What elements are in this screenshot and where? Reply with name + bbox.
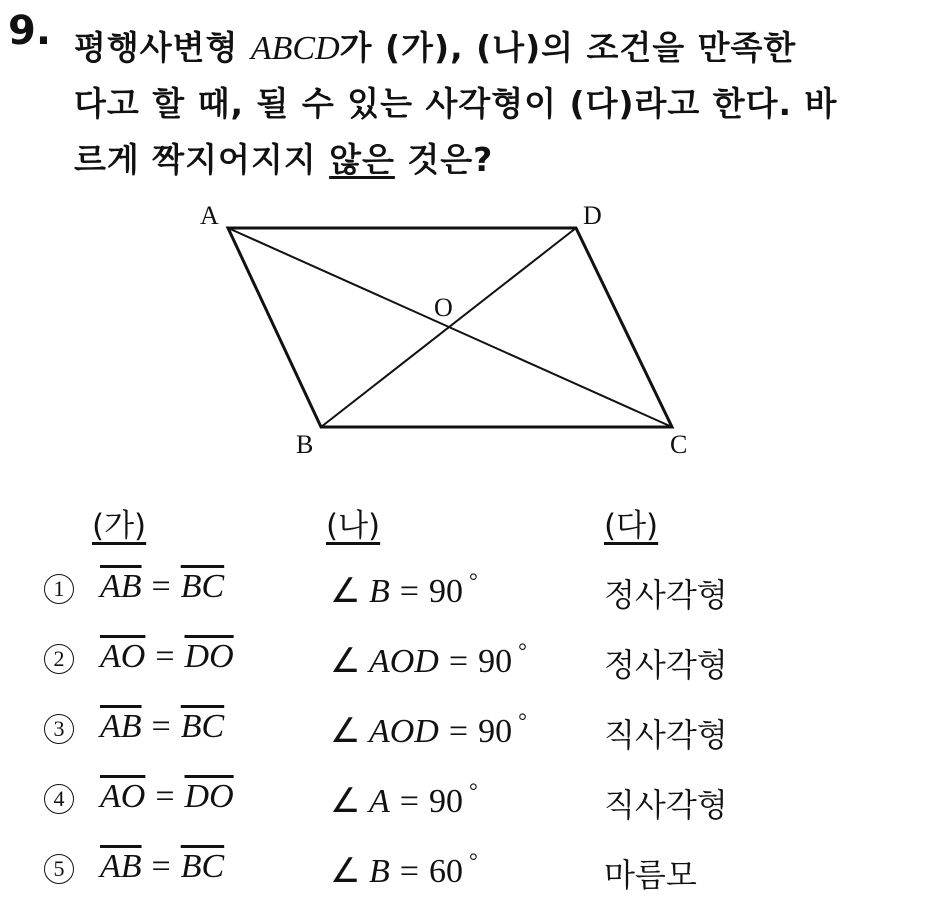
- question-line-3: [74, 134, 493, 181]
- angle-symbol: ∠: [330, 573, 361, 610]
- angle-symbol: ∠: [330, 713, 361, 750]
- question-text-3a: 르게 짝지어지지: [74, 140, 330, 179]
- equals-sign: =: [151, 708, 171, 745]
- condition-ga: [100, 708, 224, 746]
- segment: $\overline{DO}$: [184, 638, 234, 675]
- angle-name: B: [368, 573, 390, 610]
- segment: $\overline{BC}$: [180, 568, 225, 605]
- question-line-1: [74, 22, 796, 69]
- angle-value: 90: [428, 783, 463, 820]
- angle-name: B: [368, 853, 390, 890]
- condition-ga: [100, 848, 224, 886]
- question-line-2: 다고 할 때, 될 수 있는 사각형이 (다)라고 한다. 바: [74, 84, 838, 123]
- shape-name: 직사각형: [604, 786, 728, 824]
- choice-number-4: 4: [44, 784, 74, 814]
- condition-na: [330, 638, 527, 681]
- condition-na: [330, 778, 478, 821]
- vertex-label-a: A: [200, 201, 219, 230]
- angle-symbol: ∠: [330, 643, 361, 680]
- column-header-ga: (가): [92, 508, 147, 544]
- condition-ga: [100, 638, 234, 676]
- segment: $\overline{BC}$: [180, 708, 225, 745]
- segment: $\overline{AO}$: [100, 638, 146, 675]
- equals-sign: =: [399, 853, 419, 890]
- angle-value: 90: [428, 573, 463, 610]
- condition-na: [330, 708, 527, 751]
- condition-na: [330, 848, 478, 891]
- degree-sign: °: [468, 848, 478, 873]
- question-text-1a: 평행사변형: [74, 28, 251, 67]
- question-emphasis-underlined: 않은: [329, 140, 395, 179]
- angle-name: AOD: [368, 713, 439, 750]
- choice-number-1: 1: [44, 574, 74, 604]
- shape-name: 정사각형: [604, 576, 728, 614]
- parallelogram-figure: [190, 190, 730, 470]
- condition-ga: [100, 778, 234, 816]
- choice-row-1: [0, 562, 929, 622]
- choice-number-5: 5: [44, 854, 74, 884]
- vertex-label-c: C: [670, 430, 688, 459]
- equals-sign: =: [399, 573, 419, 610]
- question-text-1b: 가 (가), (나)의 조건을 만족한: [339, 28, 797, 67]
- choice-row-3: [0, 702, 929, 762]
- equals-sign: =: [448, 713, 469, 750]
- condition-na: [330, 568, 478, 611]
- segment: $\overline{AB}$: [100, 708, 142, 745]
- condition-ga: [100, 568, 224, 606]
- angle-name: A: [368, 783, 390, 820]
- degree-sign: °: [468, 568, 478, 593]
- equals-sign: =: [151, 848, 171, 885]
- column-header-da: (다): [604, 508, 659, 544]
- shape-name: 정사각형: [604, 646, 728, 684]
- choice-number-2: 2: [44, 644, 74, 674]
- segment: $\overline{AB}$: [100, 848, 142, 885]
- shape-name: 직사각형: [604, 716, 728, 754]
- segment: $\overline{AB}$: [100, 568, 142, 605]
- equals-sign: =: [399, 783, 419, 820]
- angle-name: AOD: [368, 643, 439, 680]
- segment: $\overline{DO}$: [184, 778, 234, 815]
- choice-row-2: [0, 632, 929, 692]
- segment: $\overline{BC}$: [180, 848, 225, 885]
- degree-sign: °: [518, 708, 527, 733]
- angle-symbol: ∠: [330, 853, 361, 890]
- center-label-o: O: [434, 293, 453, 322]
- angle-value: 90: [478, 713, 513, 750]
- question-text-3b: 것은?: [394, 140, 494, 179]
- degree-sign: °: [518, 638, 527, 663]
- question-math-abcd: ABCD: [250, 30, 340, 67]
- degree-sign: °: [468, 778, 478, 803]
- shape-name: 마름모: [604, 856, 697, 894]
- choice-number-3: 3: [44, 714, 74, 744]
- question-number: 9.: [8, 8, 52, 54]
- equals-sign: =: [155, 778, 175, 815]
- vertex-label-b: B: [296, 430, 314, 459]
- angle-value: 90: [478, 643, 513, 680]
- choice-row-4: [0, 772, 929, 832]
- equals-sign: =: [151, 568, 171, 605]
- equals-sign: =: [448, 643, 469, 680]
- diagonal-bd: [321, 228, 576, 427]
- vertex-label-d: D: [583, 201, 602, 230]
- equals-sign: =: [155, 638, 175, 675]
- segment: $\overline{AO}$: [100, 778, 146, 815]
- angle-symbol: ∠: [330, 783, 361, 820]
- choice-row-5: [0, 842, 929, 902]
- angle-value: 60: [428, 853, 463, 890]
- column-header-na: (나): [326, 508, 381, 544]
